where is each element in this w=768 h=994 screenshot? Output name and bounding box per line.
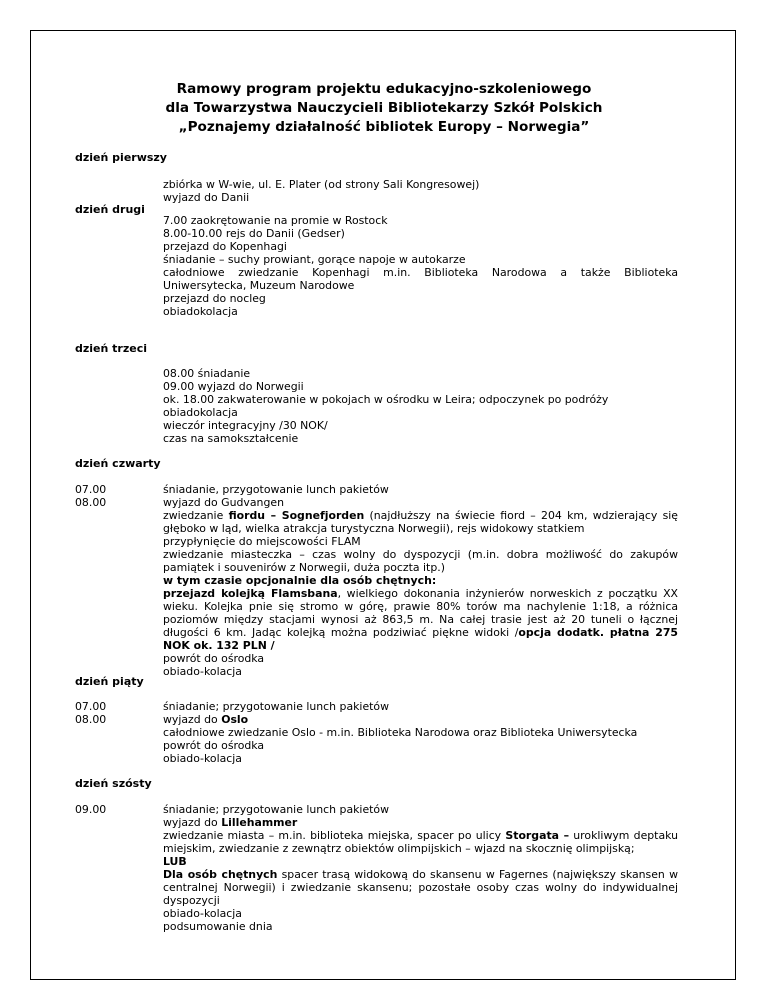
day-4-fjord bbox=[163, 509, 678, 535]
day-6-heading: dzień szósty bbox=[75, 777, 152, 790]
day-1-line: wyjazd do Danii bbox=[163, 191, 250, 204]
time-label: 09.00 bbox=[75, 803, 107, 816]
day-5-program bbox=[163, 700, 678, 765]
day-3-line: czas na samokształcenie bbox=[163, 432, 299, 445]
optional-label: Dla osób chętnych bbox=[163, 868, 278, 881]
day-2-line: 8.00-10.00 rejs do Danii (Gedser) bbox=[163, 227, 345, 240]
day-4-optional bbox=[163, 574, 678, 587]
destination-name: Lillehammer bbox=[221, 816, 298, 829]
day-5-heading: dzień piąty bbox=[75, 675, 144, 688]
fjord-name: fiordu – Sognefjorden bbox=[228, 509, 365, 522]
skansen-description: spacer trasą widokową do skansenu w Fagernes (największy skansen w centralnej Norwegii) i zwiedzanie skansenu; pozostałe osoby czas wolny do indywidualnej dyspozycji bbox=[163, 868, 678, 907]
day-2-line: śniadanie – suchy prowiant, gorące napoje w autokarze bbox=[163, 253, 466, 266]
day-5-line: powrót do ośrodka bbox=[163, 739, 265, 752]
day-6-line: podsumowanie dnia bbox=[163, 920, 273, 933]
day-2-line: 7.00 zaokrętowanie na promie w Rostock bbox=[163, 214, 388, 227]
day-5-line: śniadanie; przygotowanie lunch pakietów bbox=[163, 700, 389, 713]
day-4-town: zwiedzanie miasteczka – czas wolny do dyspozycji (m.in. dobra możliwość do zakupów pamiątek i souvenirów z Norwegii, duża poczta itp.) bbox=[163, 548, 678, 574]
day-6-destination bbox=[163, 816, 678, 829]
optional-heading: w tym czasie opcjonalnie dla osób chętnych: bbox=[163, 574, 437, 587]
day-2-line: przejazd do Kopenhagi bbox=[163, 240, 287, 253]
day-2-program bbox=[163, 214, 678, 318]
day-6-city-tour bbox=[163, 829, 678, 855]
street-name: Storgata – bbox=[505, 829, 570, 842]
document-title bbox=[0, 80, 768, 137]
day-5-times bbox=[75, 700, 106, 726]
time-label: 08.00 bbox=[75, 713, 107, 726]
day-2-heading: dzień drugi bbox=[75, 203, 145, 216]
destination-name: Oslo bbox=[221, 713, 249, 726]
title-line-2: dla Towarzystwa Nauczycieli Bibliotekarzy Szkół Polskich bbox=[165, 100, 603, 116]
day-3-line: wieczór integracyjny /30 NOK/ bbox=[163, 419, 328, 432]
day-5-line: obiado-kolacja bbox=[163, 752, 242, 765]
destination-text: wyjazd do bbox=[163, 816, 222, 829]
day-2-tour: całodniowe zwiedzanie Kopenhagi m.in. Biblioteka Narodowa a także Biblioteka Uniwersytecka, Muzeum Narodowe bbox=[163, 266, 678, 292]
fjord-description: (najdłuższy na świecie fiord – 204 km, wdzierający się głęboko w ląd, wielka atrakcja turystyczna Norwegii), rejs widokowy statkiem bbox=[163, 509, 678, 535]
day-3-line: obiadokolacja bbox=[163, 406, 238, 419]
day-2-line: przejazd do nocleg bbox=[163, 292, 266, 305]
day-4-line: przypłynięcie do miejscowości FLAM bbox=[163, 535, 361, 548]
day-4-program bbox=[163, 483, 678, 678]
title-line-3: „Poznajemy działalność bibliotek Europy – Norwegia” bbox=[178, 119, 590, 135]
city-tour-text: zwiedzanie miasta – m.in. biblioteka miejska, spacer po ulicy bbox=[163, 829, 506, 842]
destination-text: wyjazd do bbox=[163, 713, 222, 726]
day-6-line: obiado-kolacja bbox=[163, 907, 242, 920]
day-4-heading: dzień czwarty bbox=[75, 457, 161, 470]
day-1-program bbox=[163, 178, 678, 204]
railway-name: przejazd kolejką Flamsbana bbox=[163, 587, 338, 600]
day-6-skansen bbox=[163, 868, 678, 907]
day-5-destination bbox=[163, 713, 678, 726]
fjord-text: zwiedzanie bbox=[163, 509, 229, 522]
city-tour-description: urokliwym deptaku miejskim, zwiedzanie z zewnątrz obiektów olimpijskich – wjazd na skocznię olimpijską; bbox=[163, 829, 679, 855]
time-label: 07.00 bbox=[75, 483, 107, 496]
title-line-1: Ramowy program projektu edukacyjno-szkoleniowego bbox=[176, 81, 592, 97]
day-1-line: zbiórka w W-wie, ul. E. Plater (od strony Sali Kongresowej) bbox=[163, 178, 480, 191]
day-5-line: całodniowe zwiedzanie Oslo - m.in. Biblioteka Narodowa oraz Biblioteka Uniwersytecka bbox=[163, 726, 638, 739]
day-1-heading: dzień pierwszy bbox=[75, 151, 167, 164]
day-3-line: 09.00 wyjazd do Norwegii bbox=[163, 380, 304, 393]
day-6-program bbox=[163, 803, 678, 933]
day-4-railway bbox=[163, 587, 678, 652]
day-6-times bbox=[75, 803, 106, 816]
railway-price: opcja dodatk. płatna 275 NOK ok. 132 PLN / bbox=[163, 626, 678, 652]
railway-description: , wielkiego dokonania inżynierów norweskich z początku XX wieku. Kolejka pnie się stromo w górę, prawie 80% torów ma nachylenie 1:18, a różnica poziomów między stacjami wynosi aż 863,5 m. Na całej trasie jest aż 20 tuneli o łącznej długości 6 km. Jadąc kolejką można podziwiać piękne widoki / bbox=[163, 587, 679, 639]
day-3-program bbox=[163, 367, 678, 445]
or-label: LUB bbox=[163, 855, 187, 868]
day-6-line: śniadanie; przygotowanie lunch pakietów bbox=[163, 803, 389, 816]
day-4-line: powrót do ośrodka bbox=[163, 652, 265, 665]
day-2-line: obiadokolacja bbox=[163, 305, 238, 318]
time-label: 08.00 bbox=[75, 496, 107, 509]
day-4-line: śniadanie, przygotowanie lunch pakietów bbox=[163, 483, 389, 496]
day-4-line: wyjazd do Gudvangen bbox=[163, 496, 284, 509]
day-4-times bbox=[75, 483, 106, 509]
day-3-line: 08.00 śniadanie bbox=[163, 367, 251, 380]
day-4-line: obiado-kolacja bbox=[163, 665, 242, 678]
day-3-line: ok. 18.00 zakwaterowanie w pokojach w ośrodku w Leira; odpoczynek po podróży bbox=[163, 393, 609, 406]
day-6-or bbox=[163, 855, 678, 868]
day-3-heading: dzień trzeci bbox=[75, 342, 148, 355]
time-label: 07.00 bbox=[75, 700, 107, 713]
